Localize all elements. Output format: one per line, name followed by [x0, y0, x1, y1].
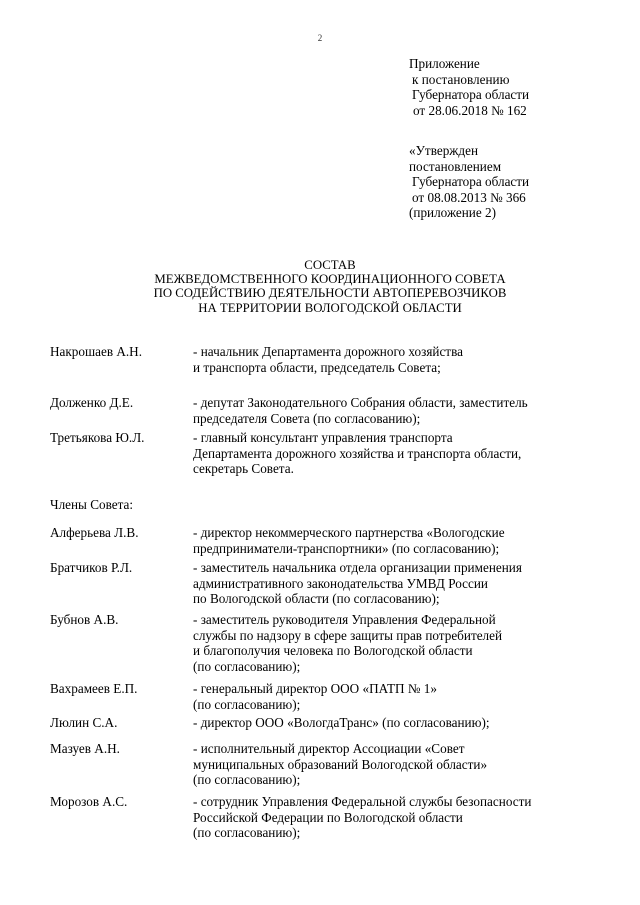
description-line: службы по надзору в сфере защиты прав потребителей [193, 627, 503, 643]
member-name: Братчиков Р.Л. [50, 560, 133, 575]
description-line: Российской Федерации по Вологодской области [193, 809, 463, 825]
member-description [193, 715, 613, 731]
description-line: - главный консультант управления транспорта [193, 430, 453, 445]
heading-line: ПО СОДЕЙСТВИЮ ДЕЯТЕЛЬНОСТИ АВТОПЕРЕВОЗЧИКОВ [153, 286, 507, 301]
description-line: (по согласованию); [193, 825, 301, 840]
approved-line: от 08.08.2013 № 366 [412, 189, 526, 205]
description-line: - заместитель начальника отдела организации применения [193, 560, 522, 575]
description-line: административного законодательства УМВД России [193, 575, 488, 591]
description-line: - начальник Департамента дорожного хозяйства [193, 344, 463, 359]
appendix-line: Приложение [409, 56, 480, 71]
description-line: муниципальных образований Вологодской области» [193, 756, 488, 772]
description-line: (по согласованию); [193, 658, 301, 674]
description-line: Департамента дорожного хозяйства и транспорта области, [193, 445, 522, 461]
member-description [193, 681, 613, 712]
member-description [193, 560, 613, 607]
heading-line: НА ТЕРРИТОРИИ ВОЛОГОДСКОЙ ОБЛАСТИ [198, 300, 462, 315]
member-name: Мазуев А.Н. [50, 741, 120, 756]
description-line: - директор ООО «ВологдаТранс» (по согласованию); [193, 715, 490, 730]
description-line: и благополучия человека по Вологодской области [193, 643, 473, 658]
member-description [193, 794, 613, 841]
document-heading [0, 258, 640, 315]
member-name: Накрошаев А.Н. [50, 344, 142, 359]
description-line: председателя Совета (по согласованию); [193, 410, 421, 426]
approved-line: Губернатора области [412, 174, 530, 189]
member-name: Морозов А.С. [50, 794, 128, 809]
page-number: 2 [317, 33, 323, 43]
approved-line: (приложение 2) [409, 205, 496, 220]
member-name: Долженко Д.Е. [50, 395, 134, 410]
description-line: - депутат Законодательного Собрания области, заместитель [193, 395, 528, 410]
appendix-line: Губернатора области [412, 87, 530, 102]
approved-block [409, 143, 529, 221]
member-description [193, 525, 613, 556]
approved-line: постановлением [409, 158, 502, 174]
members-label: Члены Совета: [50, 497, 134, 512]
description-line: (по согласованию); [193, 696, 301, 712]
member-name: Вахрамеев Е.П. [50, 681, 138, 696]
member-description [193, 741, 613, 788]
description-line: - генеральный директор ООО «ПАТП № 1» [193, 681, 437, 696]
member-description [193, 612, 613, 674]
description-line: (по согласованию); [193, 772, 301, 787]
description-line: - заместитель руководителя Управления Федеральной [193, 612, 496, 627]
member-description [193, 395, 613, 426]
member-description [193, 430, 613, 477]
description-line: предприниматели-транспортники» (по согласованию); [193, 540, 500, 556]
member-name: Бубнов А.В. [50, 612, 119, 627]
member-name: Третьякова Ю.Л. [50, 430, 145, 445]
description-line: и транспорта области, председатель Совета; [193, 359, 441, 375]
description-line: - директор некоммерческого партнерства «Вологодские [193, 525, 505, 540]
description-line: секретарь Совета. [193, 461, 294, 476]
appendix-line: от 28.06.2018 № 162 [413, 102, 527, 118]
description-line: - исполнительный директор Ассоциации «Совет [193, 741, 465, 756]
appendix-line: к постановлению [412, 71, 510, 87]
description-line: - сотрудник Управления Федеральной службы безопасности [193, 794, 532, 809]
appendix-block [409, 56, 529, 118]
description-line: по Вологодской области (по согласованию); [193, 591, 440, 606]
member-name: Алферьева Л.В. [50, 525, 139, 540]
heading-line: МЕЖВЕДОМСТВЕННОГО КООРДИНАЦИОННОГО СОВЕТА [154, 272, 506, 287]
member-name: Люлин С.А. [50, 715, 118, 730]
member-description [193, 344, 613, 375]
approved-line: «Утвержден [409, 143, 479, 158]
heading-line: СОСТАВ [304, 258, 356, 272]
